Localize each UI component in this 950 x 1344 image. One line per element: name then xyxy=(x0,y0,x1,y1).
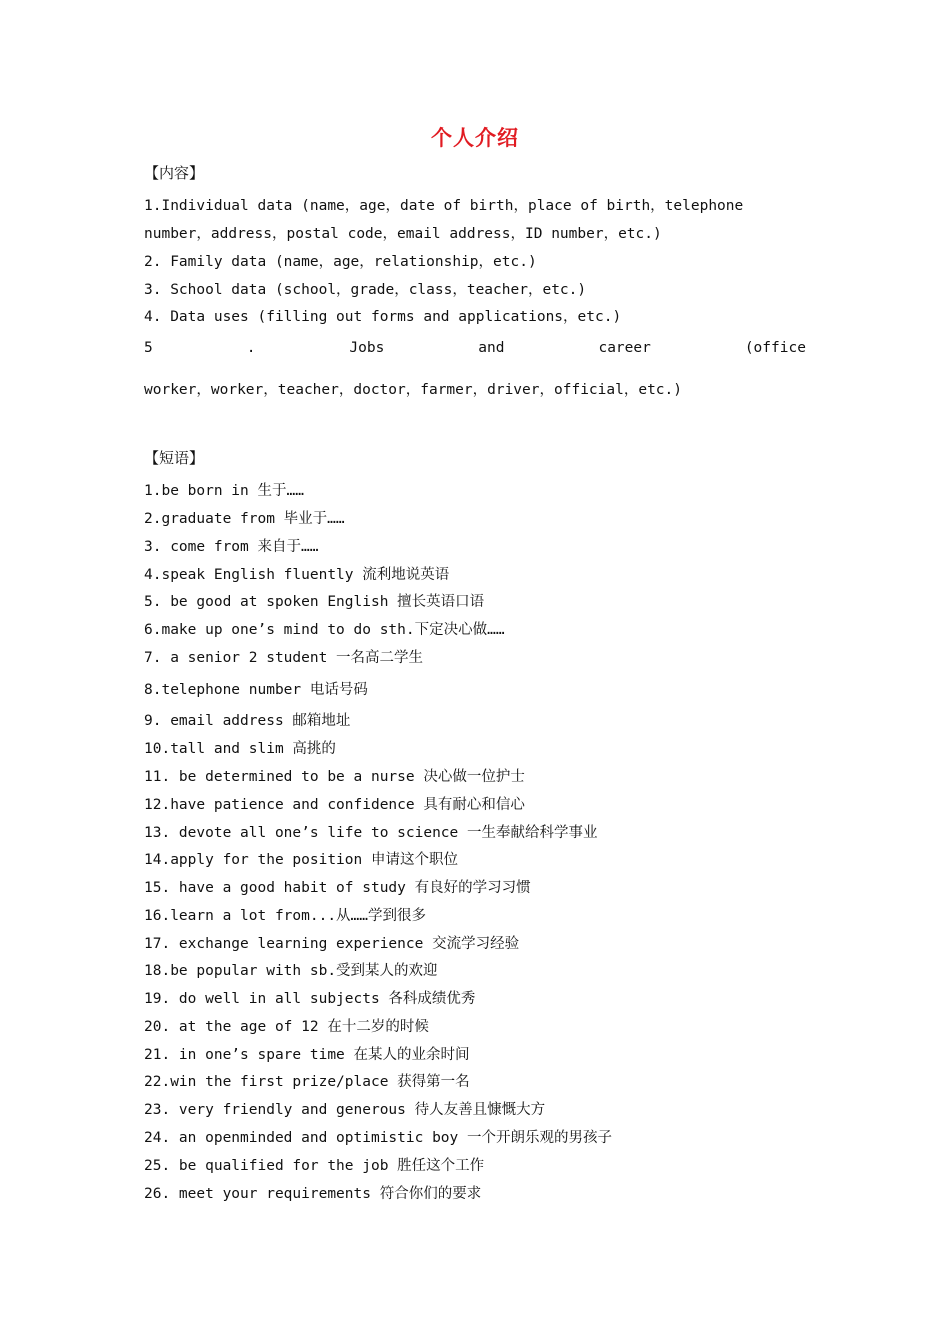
phrase-item: 24. an openminded and optimistic boy 一个开朗乐观的男孩子 xyxy=(144,1130,612,1146)
item5-word: (office xyxy=(744,340,806,356)
phrase-item: 25. be qualified for the job 胜任这个工作 xyxy=(144,1158,485,1174)
phrase-item: 5. be good at spoken English 擅长英语口语 xyxy=(144,594,485,610)
phrase-item: 23. very friendly and generous 待人友善且慷慨大方 xyxy=(144,1102,546,1118)
content-heading: 【内容】 xyxy=(144,164,205,182)
item5-word: . xyxy=(246,340,256,356)
phrase-item: 11. be determined to be a nurse 决心做一位护士 xyxy=(144,769,525,785)
item5-word: and xyxy=(478,340,505,356)
item5-word: career xyxy=(598,340,651,356)
phrase-item: 26. meet your requirements 符合你们的要求 xyxy=(144,1186,482,1202)
phrase-item: 8.telephone number 电话号码 xyxy=(144,682,368,698)
phrase-item: 14.apply for the position 申请这个职位 xyxy=(144,852,458,868)
phrase-item: 4.speak English fluently 流利地说英语 xyxy=(144,567,450,583)
content-item-4: 4. Data uses (filling out forms and applications，etc.) xyxy=(144,309,622,325)
item5-word: Jobs xyxy=(349,340,385,356)
content-item-2: 2. Family data (name，age，relationship，etc.) xyxy=(144,254,537,270)
content-item-5-line-2: worker，worker，teacher，doctor，farmer，driver，official，etc.) xyxy=(144,382,682,398)
phrase-item: 18.be popular with sb.受到某人的欢迎 xyxy=(144,963,438,979)
content-item-5-line-1 xyxy=(144,338,806,358)
phrase-item: 2.graduate from 毕业于…… xyxy=(144,511,345,527)
page-title: 个人介绍 xyxy=(431,126,519,150)
phrase-item: 19. do well in all subjects 各科成绩优秀 xyxy=(144,991,476,1007)
phrase-item: 10.tall and slim 高挑的 xyxy=(144,741,336,757)
phrase-item: 16.learn a lot from...从……学到很多 xyxy=(144,908,427,924)
phrases-heading: 【短语】 xyxy=(144,449,205,467)
phrase-item: 1.be born in 生于…… xyxy=(144,483,304,499)
content-item-1-line-1: 1.Individual data (name，age，date of birth，place of birth，telephone xyxy=(144,198,744,214)
phrase-item: 3. come from 来自于…… xyxy=(144,539,319,555)
content-item-1-line-2: number，address，postal code，email address，ID number，etc.) xyxy=(144,226,662,242)
phrase-item: 7. a senior 2 student 一名高二学生 xyxy=(144,650,424,666)
content-item-3: 3. School data (school，grade，class，teacher，etc.) xyxy=(144,282,587,298)
phrase-item: 20. at the age of 12 在十二岁的时候 xyxy=(144,1019,429,1035)
phrase-item: 22.win the first prize/place 获得第一名 xyxy=(144,1074,470,1090)
phrase-item: 21. in one’s spare time 在某人的业余时间 xyxy=(144,1047,470,1063)
phrase-item: 12.have patience and confidence 具有耐心和信心 xyxy=(144,797,525,813)
item5-word: 5 xyxy=(144,340,153,356)
phrase-item: 13. devote all one’s life to science 一生奉献给科学事业 xyxy=(144,825,598,841)
phrase-item: 17. exchange learning experience 交流学习经验 xyxy=(144,936,520,952)
phrase-item: 15. have a good habit of study 有良好的学习习惯 xyxy=(144,880,531,896)
phrase-item: 9. email address 邮箱地址 xyxy=(144,713,351,729)
phrase-item: 6.make up one’s mind to do sth.下定决心做…… xyxy=(144,622,505,638)
